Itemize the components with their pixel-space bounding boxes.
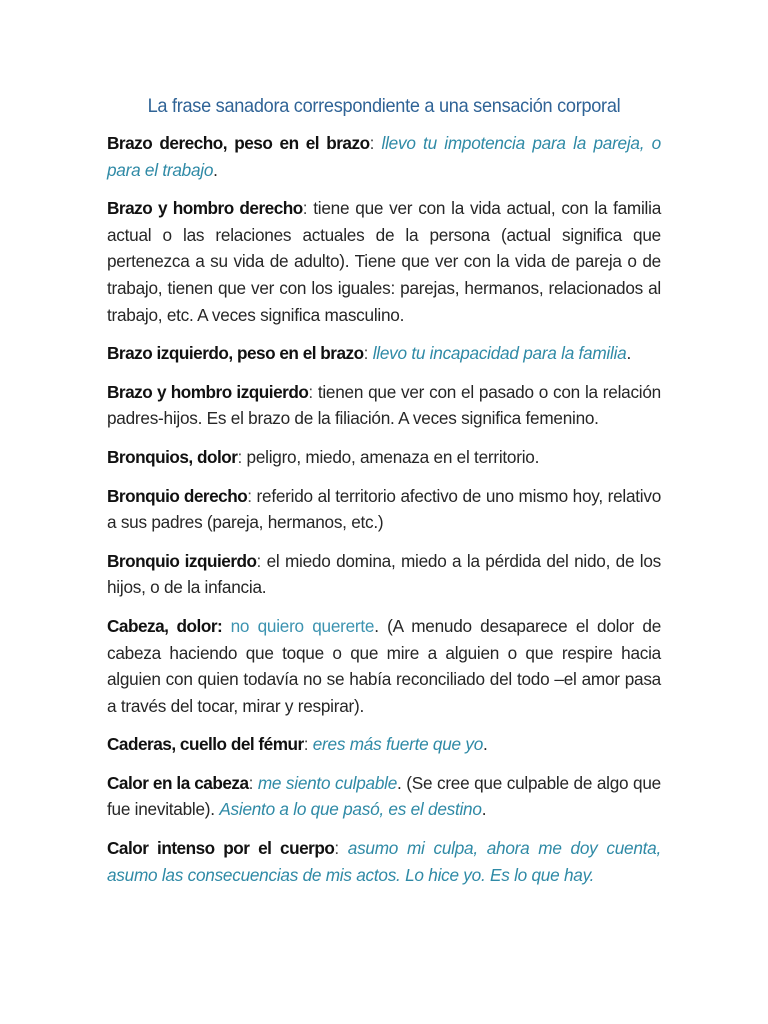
entry-description: . (Se cree que culpable de algo que fue inevitable). [107, 772, 661, 820]
healing-phrase: no quiero quererte [230, 615, 375, 636]
entry-description: el miedo domina, miedo a la pérdida del nido, de los hijos, o de la infancia. [107, 550, 661, 598]
entry-colon: : [334, 838, 339, 859]
document-entry [107, 379, 661, 432]
entry-description: . [481, 799, 487, 820]
document-entry [107, 195, 661, 328]
healing-phrase: me siento culpable [257, 772, 398, 793]
document-entry [107, 483, 661, 536]
healing-phrase: llevo tu incapacidad para la familia [372, 343, 627, 364]
entry-description: . (A menudo desaparece el dolor de cabeza haciendo que toque o que mire a alguien o que respire hacia alguien con quien todavía no se había reconciliado del todo –el amor pasa a través del tocar, mirar y respirar). [107, 615, 661, 716]
healing-phrase: Asiento a lo que pasó, es el destino [219, 799, 482, 820]
document-entry [107, 340, 661, 367]
entry-description: tienen que ver con el pasado o con la relación padres-hijos. Es el brazo de la filiación. A veces significa femenino. [107, 381, 661, 429]
entry-colon: : [369, 133, 375, 153]
entry-term: Bronquio izquierdo [107, 550, 257, 571]
entry-term: Brazo y hombro izquierdo [107, 381, 309, 402]
entry-description: . [213, 159, 218, 180]
entry-colon: : [248, 772, 254, 793]
entry-colon: : [237, 446, 242, 467]
document-title: La frase sanadora correspondiente a una sensación corporal [147, 95, 621, 117]
healing-phrase: eres más fuerte que yo [312, 734, 484, 755]
entry-term: Bronquios, dolor [107, 446, 238, 467]
document-entry [107, 770, 661, 823]
entry-colon: : [302, 198, 308, 219]
healing-phrase: asumo mi culpa, ahora me doy cuenta, asumo las consecuencias de mis actos. Lo hice yo. Es lo que hay. [107, 838, 661, 885]
entry-description: peligro, miedo, amenaza en el territorio. [246, 446, 540, 467]
entry-description: . [483, 734, 488, 755]
document-entry [107, 444, 661, 471]
entry-term: Brazo izquierdo, peso en el brazo [107, 343, 364, 364]
healing-phrase: llevo tu impotencia para la pareja, o para el trabajo [107, 133, 661, 180]
entry-description: tiene que ver con la vida actual, con la familia actual o las relaciones actuales de la persona (actual significa que pertenezca a su vida de adulto). Tiene que ver con la vida de pareja o de trabajo, tienen que ver con los iguales: parejas, hermanos, relacionados al trabajo, etc. A veces significa masculino. [107, 198, 661, 325]
entry-colon: : [308, 381, 313, 402]
entry-list [107, 130, 661, 888]
entry-colon: : [303, 734, 309, 755]
entry-term: Calor en la cabeza [107, 772, 249, 793]
entry-term: Caderas, cuello del fémur [107, 734, 304, 755]
entry-term: Brazo y hombro derecho [107, 198, 303, 219]
document-entry [107, 130, 661, 183]
document-entry [107, 835, 661, 888]
entry-term: Brazo derecho, peso en el brazo [107, 133, 370, 153]
entry-term: Calor intenso por el cuerpo [107, 838, 335, 859]
entry-colon: : [256, 550, 262, 571]
entry-term: Cabeza, dolor: [107, 615, 223, 636]
document-entry [107, 548, 661, 601]
entry-colon: : [247, 485, 252, 506]
entry-colon: : [363, 343, 369, 364]
document-entry [107, 613, 661, 719]
entry-description: referido al territorio afectivo de uno mismo hoy, relativo a sus padres (pareja, hermanos, etc.) [107, 485, 662, 533]
entry-term: Bronquio derecho [107, 485, 248, 506]
document-entry [107, 731, 661, 758]
entry-description: . [626, 343, 631, 364]
